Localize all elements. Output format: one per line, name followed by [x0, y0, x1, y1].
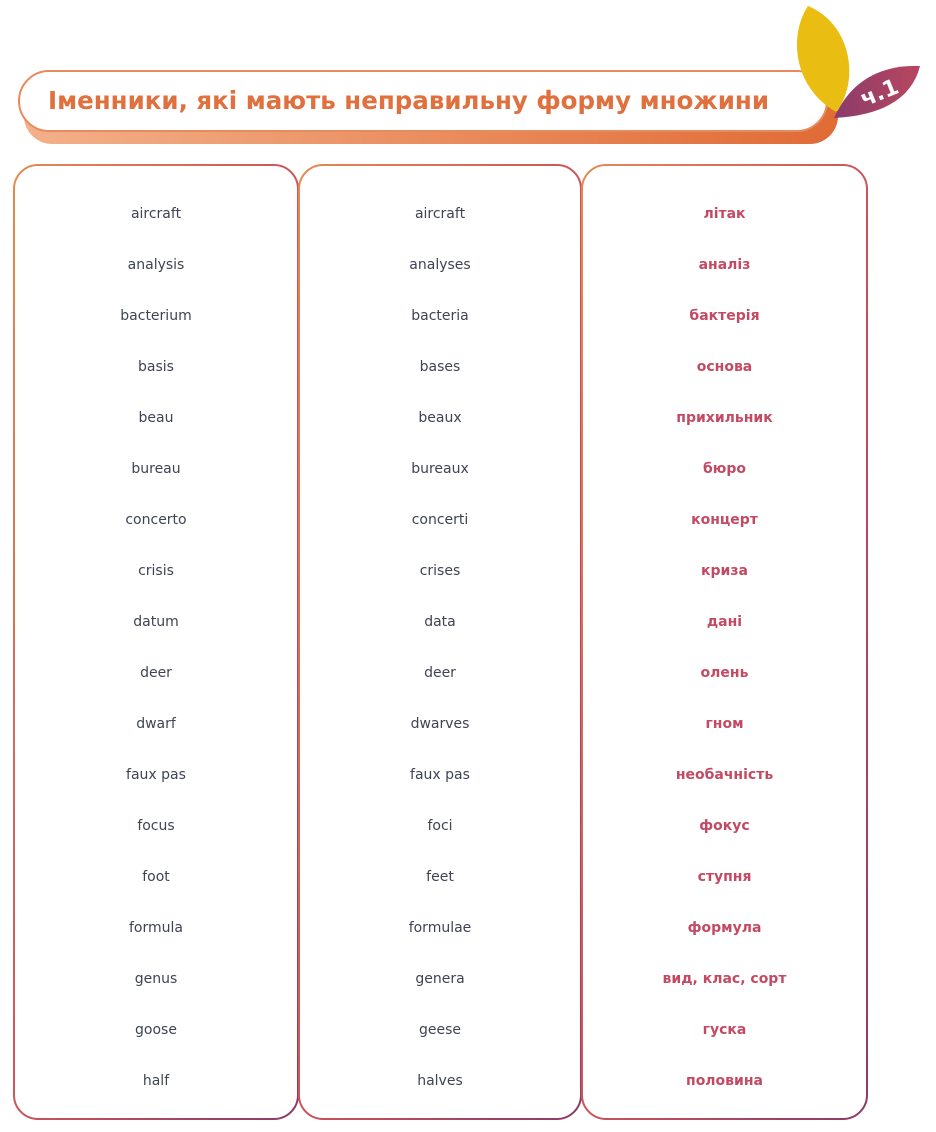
word-item: dwarf [136, 716, 176, 732]
word-item: geese [418, 1022, 462, 1038]
word-item: основа [696, 359, 753, 375]
word-item: дані [706, 614, 743, 630]
word-item: аналіз [698, 257, 751, 273]
word-item: aircraft [414, 206, 466, 222]
word-item: bases [419, 359, 461, 375]
word-item: прихильник [676, 410, 773, 426]
word-item: гуска [702, 1022, 747, 1038]
word-item: bureaux [411, 461, 469, 477]
word-item: криза [701, 563, 748, 579]
word-item: formulae [408, 920, 472, 936]
word-item: formula [129, 920, 183, 936]
word-item: genera [415, 971, 465, 987]
word-item: bacteria [411, 308, 469, 324]
word-item: faux pas [126, 767, 186, 783]
word-item: beau [138, 410, 174, 426]
word-item: basis [138, 359, 174, 375]
word-item: analysis [127, 257, 185, 273]
plural-column [299, 194, 581, 1112]
word-item: foot [142, 869, 170, 885]
word-item: concerto [125, 512, 187, 528]
page-title: Іменники, які мають неправильну форму множини [48, 86, 770, 115]
word-item: crisis [138, 563, 174, 579]
word-item: deer [140, 665, 172, 681]
word-item: halves [417, 1073, 463, 1089]
word-item: олень [700, 665, 749, 681]
word-item: feet [426, 869, 454, 885]
word-item: бактерія [689, 308, 760, 324]
word-item: вид, клас, сорт [662, 971, 787, 987]
word-item: літак [703, 206, 746, 222]
word-item: aircraft [130, 206, 182, 222]
word-item: deer [424, 665, 456, 681]
word-item: dwarves [410, 716, 470, 732]
word-item: genus [134, 971, 178, 987]
singular-column [14, 194, 298, 1112]
word-item: analyses [409, 257, 471, 273]
word-item: половина [686, 1073, 763, 1089]
word-item: концерт [691, 512, 758, 528]
word-item: datum [133, 614, 179, 630]
word-item: crises [419, 563, 461, 579]
word-item: фокус [699, 818, 750, 834]
word-item: half [142, 1073, 170, 1089]
word-item: bacterium [120, 308, 192, 324]
translation-column [582, 194, 867, 1112]
word-item: необачність [675, 767, 774, 783]
word-item: goose [135, 1022, 177, 1038]
word-item: ступня [697, 869, 752, 885]
word-item: beaux [418, 410, 462, 426]
word-item: гном [705, 716, 744, 732]
word-item: concerti [411, 512, 469, 528]
word-item: бюро [702, 461, 747, 477]
word-item: foci [427, 818, 453, 834]
word-item: faux pas [410, 767, 470, 783]
word-item: data [424, 614, 456, 630]
word-item: формула [687, 920, 762, 936]
word-item: focus [137, 818, 175, 834]
word-item: bureau [131, 461, 181, 477]
part-badge: ч.1 [857, 74, 903, 113]
